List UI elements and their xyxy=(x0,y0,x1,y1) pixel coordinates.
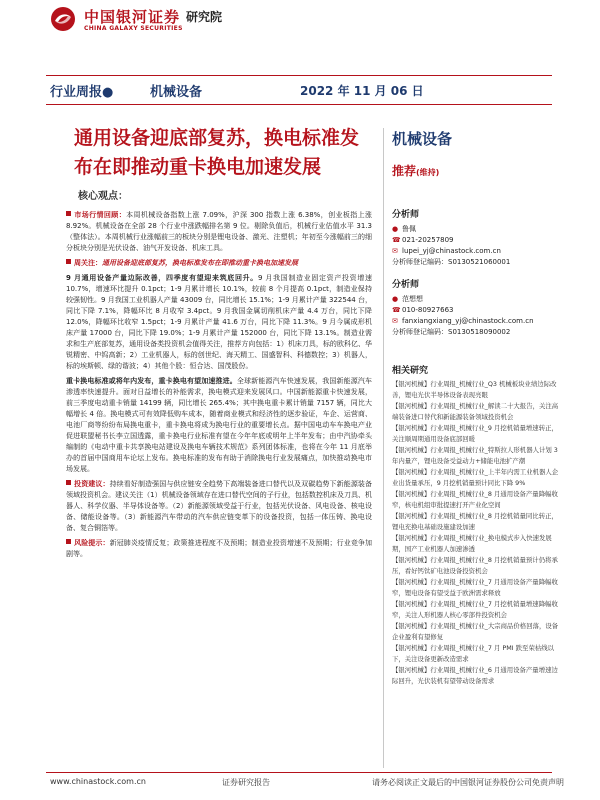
related-item[interactable]: 【银河机械】行业周报_机械行业_9 月挖机销量增速转正，关注顺周期通用设备底部回暖 xyxy=(392,424,558,443)
header-divider-top xyxy=(46,75,552,76)
rating-value: 推荐 xyxy=(392,164,417,178)
related-item[interactable]: 【银河机械】行业周报_机械行业_8 月通用设备产量降幅收窄，核电机组审批提速打开产业化空间 xyxy=(392,490,558,509)
logo-chinese-name: 中国银河证券 xyxy=(84,8,181,26)
report-type: 行业周报● xyxy=(50,85,114,100)
analyst-email-row xyxy=(392,246,562,257)
phone-icon: ☎ xyxy=(392,236,401,244)
bullet-square-icon xyxy=(66,211,71,216)
bullet-square-icon xyxy=(66,259,71,264)
analyst-heading: 分析师 xyxy=(392,280,420,290)
analyst-phone-row xyxy=(392,305,562,316)
report-title xyxy=(74,124,364,182)
analyst-email[interactable]: fanxiangxiang_yj@chinastock.com.cn xyxy=(402,317,534,325)
risk-warning-text: 新冠肺炎疫情反复；政策推进程度不及预期；制造业投资增速不及预期；行业竞争加剧等。 xyxy=(66,539,373,558)
logo-english-name: CHINA GALAXY SECURITIES xyxy=(84,25,183,32)
market-review-label: 市场行情回顾： xyxy=(74,211,127,219)
title-line: 布在即推动重卡换电加速发展 xyxy=(74,156,322,178)
analyst-name-row xyxy=(392,224,562,235)
related-item[interactable]: 【银河机械】行业周报_机械行业_换电模式步入快速发展期，国产工业机器人加速渗透 xyxy=(392,534,552,553)
rating-note: (维持) xyxy=(416,168,440,177)
related-heading: 相关研究 xyxy=(392,366,429,376)
risk-warning-label: 风险提示： xyxy=(74,539,110,547)
sidebar-industry: 机械设备 xyxy=(392,130,453,148)
related-item[interactable]: 【银河机械】行业周报_机械行业_7 月挖机销量增速降幅收窄，关注人形机器人核心零部件投资机会 xyxy=(392,600,558,619)
related-item[interactable]: 【银河机械】行业周报_机械行业_解读二十大报告，关注高端装备进口替代和新能源装备领域投资机会 xyxy=(392,402,559,421)
footer-disclaimer: 请务必阅读正文最后的中国银河证券股份公司免责声明 xyxy=(372,778,564,787)
related-item[interactable]: 【银河机械】行业周报_机械行业_Q3 机械板块业绩边际改善，锂电光伏半导体设备表现亮眼 xyxy=(392,380,557,399)
bullet-square-icon xyxy=(66,539,71,544)
market-review-text: 本周机械设备指数上涨 7.09%，沪深 300 指数上涨 6.38%，创业板指上涨 8.92%。机械设备在全部 28 个行业中涨跌幅排名第 9 位。剔除负值后，机械行业估值水平 31.3（整体法）。本周机械行业涨幅前三的板块分别是锂电设备、激光、注塑机；年初至今涨幅前三的细分板块分别是光伏设备、油气开发设备、机床工具。 xyxy=(66,211,372,252)
analyst-card xyxy=(392,210,562,268)
institute-label: 研究院 xyxy=(186,10,223,24)
paragraph-text: 全球新能源汽车快速发展，我国新能源汽车渗透率快速提升。面对日益增长的补能需求，换电模式迎来发展风口。中国新能源重卡快速发展，前三季度电动重卡销量 14199 辆，同比增长 265.4%；其中换电重卡累计销量 7157 辆，同比大幅增长 4 倍。换电模式可有效降低购车成本，随着商业模式和经济性的逐步验证，车企、运营商、电池厂商等纷纷布局换电重卡，重卡换电将成为换电行业的重要增长点。据中国电动车车换电产业促进联盟秘书长李立国透露，重卡换电行业标准有望在今年年底或明年上半年发布；由中汽协牵头编制的《电动中重卡共享换电站建设及换电车辆技术规范》系列团体标准，也将在今年 11 月底举办的首届中国商用车论坛上发布。换电标准的发布有助于消除换电行业发展痛点，加快推动换电市场发展。 xyxy=(66,377,373,473)
user-icon: ● xyxy=(392,295,399,303)
rating xyxy=(392,162,439,179)
analyst-phone: 010-80927663 xyxy=(402,306,454,314)
sidebar-divider xyxy=(383,128,384,768)
related-item[interactable]: 【银河机械】行业周报_机械行业_大宗商品价格回落，设备企业盈利有望修复 xyxy=(392,622,559,641)
related-item[interactable]: 【银河机械】行业周报_机械行业_8 月挖机销量预计仍将承压，看好钙钛矿电池设备投资机会 xyxy=(392,556,558,575)
related-item[interactable]: 【银河机械】行业周报_机械行业_上半年内需工业机器人企业出货量承压，9 月挖机销量预计同比下降 9% xyxy=(392,468,559,487)
related-research xyxy=(392,366,562,687)
galaxy-logo-icon xyxy=(50,6,76,32)
battery-swap-paragraph xyxy=(66,376,372,475)
analyst-cert: 分析师登记编码：S0130518090002 xyxy=(392,328,511,336)
related-item[interactable]: 【银河机械】行业周报_机械行业_8 月挖机销量同比转正，锂电充换电基础设施建设加速 xyxy=(392,512,558,531)
title-line: 通用设备迎底部复苏，换电标准发 xyxy=(74,127,360,149)
analyst-email-row xyxy=(392,316,562,327)
analyst-cert: 分析师登记编码：S0130521060001 xyxy=(392,258,511,266)
report-date: 2022 年 11 月 06 日 xyxy=(300,84,424,98)
phone-icon: ☎ xyxy=(392,306,401,314)
header-divider-bottom xyxy=(46,104,552,105)
related-item[interactable]: 【银河机械】行业周报_机械行业_6 月通用设备产量增速边际回升，光伏装机有望带动设备需求 xyxy=(392,666,558,685)
risk-warning xyxy=(66,538,372,560)
footer-website-link[interactable]: www.chinastock.com.cn xyxy=(50,777,146,786)
related-item[interactable]: 【银河机械】行业周报_机械行业_7 月 PMI 跌至荣枯线以下，关注设备更新改造需求 xyxy=(392,644,555,663)
investment-advice-label: 投资建议： xyxy=(74,480,110,488)
paragraph-lead: 重卡换电标准或将年内发布，重卡换电有望加速推进。 xyxy=(66,377,237,385)
market-review xyxy=(66,210,372,254)
email-icon: ✉ xyxy=(392,317,398,325)
related-item[interactable]: 【银河机械】行业周报_机械行业_特斯拉人形机器人计划 3 年内量产，锂电设备受益动力+储能电池扩产潮 xyxy=(392,446,558,465)
investment-advice-text: 持续看好制造强国与供应链安全趋势下高端装备进口替代以及双碳趋势下新能源装备领域投资机会。建议关注（1）机械设备领域存在进口替代空间的子行业，包括数控机床及刀具、机器人、科学仪器、半导体设备等。（2）新能源领域受益于行业，包括光伏设备、风电设备、核电设备、储能设备等。（3）新能源汽车带动的汽车供应链变革下的设备投资，包括一体压铸、换电设备、复合铜箔等。 xyxy=(66,480,373,532)
paragraph-lead: 9 月通用设备产量边际改善，四季度有望迎来筑底回升。 xyxy=(66,274,258,282)
investment-advice xyxy=(66,479,372,534)
analyst-name: 范想想 xyxy=(402,295,423,303)
weekly-focus-label: 周关注： xyxy=(74,259,102,267)
user-icon: ● xyxy=(392,225,399,233)
analyst-name: 鲁佩 xyxy=(402,225,416,233)
main-content xyxy=(66,210,372,560)
analyst-card xyxy=(392,280,562,338)
analyst-name-row xyxy=(392,294,562,305)
weekly-focus xyxy=(66,258,372,269)
related-list xyxy=(392,379,562,687)
bullet-square-icon xyxy=(66,480,71,485)
analyst-heading: 分析师 xyxy=(392,210,420,220)
related-item[interactable]: 【银河机械】行业周报_机械行业_7 月通用设备产量降幅收窄，锂电设备有望受益于欧洲需求释放 xyxy=(392,578,558,597)
core-viewpoint-label: 核心观点： xyxy=(78,191,128,202)
analyst-email[interactable]: lupei_yj@chinastock.com.cn xyxy=(402,247,501,255)
analyst-phone-row xyxy=(392,235,562,246)
footer-report-type: 证券研究报告 xyxy=(222,778,270,787)
email-icon: ✉ xyxy=(392,247,398,255)
footer-divider xyxy=(46,772,552,773)
weekly-focus-text: 通用设备迎底部复苏，换电标准发布在即推动重卡换电加速发展 xyxy=(102,259,298,267)
header-industry: 机械设备 xyxy=(150,85,203,100)
paragraph-text: 9 月我国制造业固定资产投资增速 10.7%，增速环比提升 0.1pct；1-9 月累计增长 10.1%，较前 8 个月提高 0.1pct，制造业保持较强韧性。9 月我国工业机器人产量 43009 台，同比增长 15.1%；1-9 月累计产量 322544 台，同比下降 7.1%，降幅环比 8 月收窄 3.4pct。9 月我国金属切削机床产量 4.4 万台，同比下降 12.0%，降幅环比收窄 1.5pct；1-9 月累计产量 41.6 万台，同比下降 11.3%。9 月今属成形机床产量 17000 台，同比下降 19.0%；1-9 月累计产量 152000 台，同比下降 13.1%。制造业需求和生产底部复苏，通用设备类投资机会值得关注，推荐方向包括：1）机床刀具，标的欧科亿、华锐精密、中钨高新；2）工业机器人，标的创世纪、海天精工、国盛智科、科德数控；3）机器人，标的埃斯顿、绿的谐波；4）其他个股：恒合达、国茂股份。 xyxy=(66,274,372,370)
analyst-phone: 021-20257809 xyxy=(402,236,454,244)
general-equipment-paragraph xyxy=(66,273,372,372)
